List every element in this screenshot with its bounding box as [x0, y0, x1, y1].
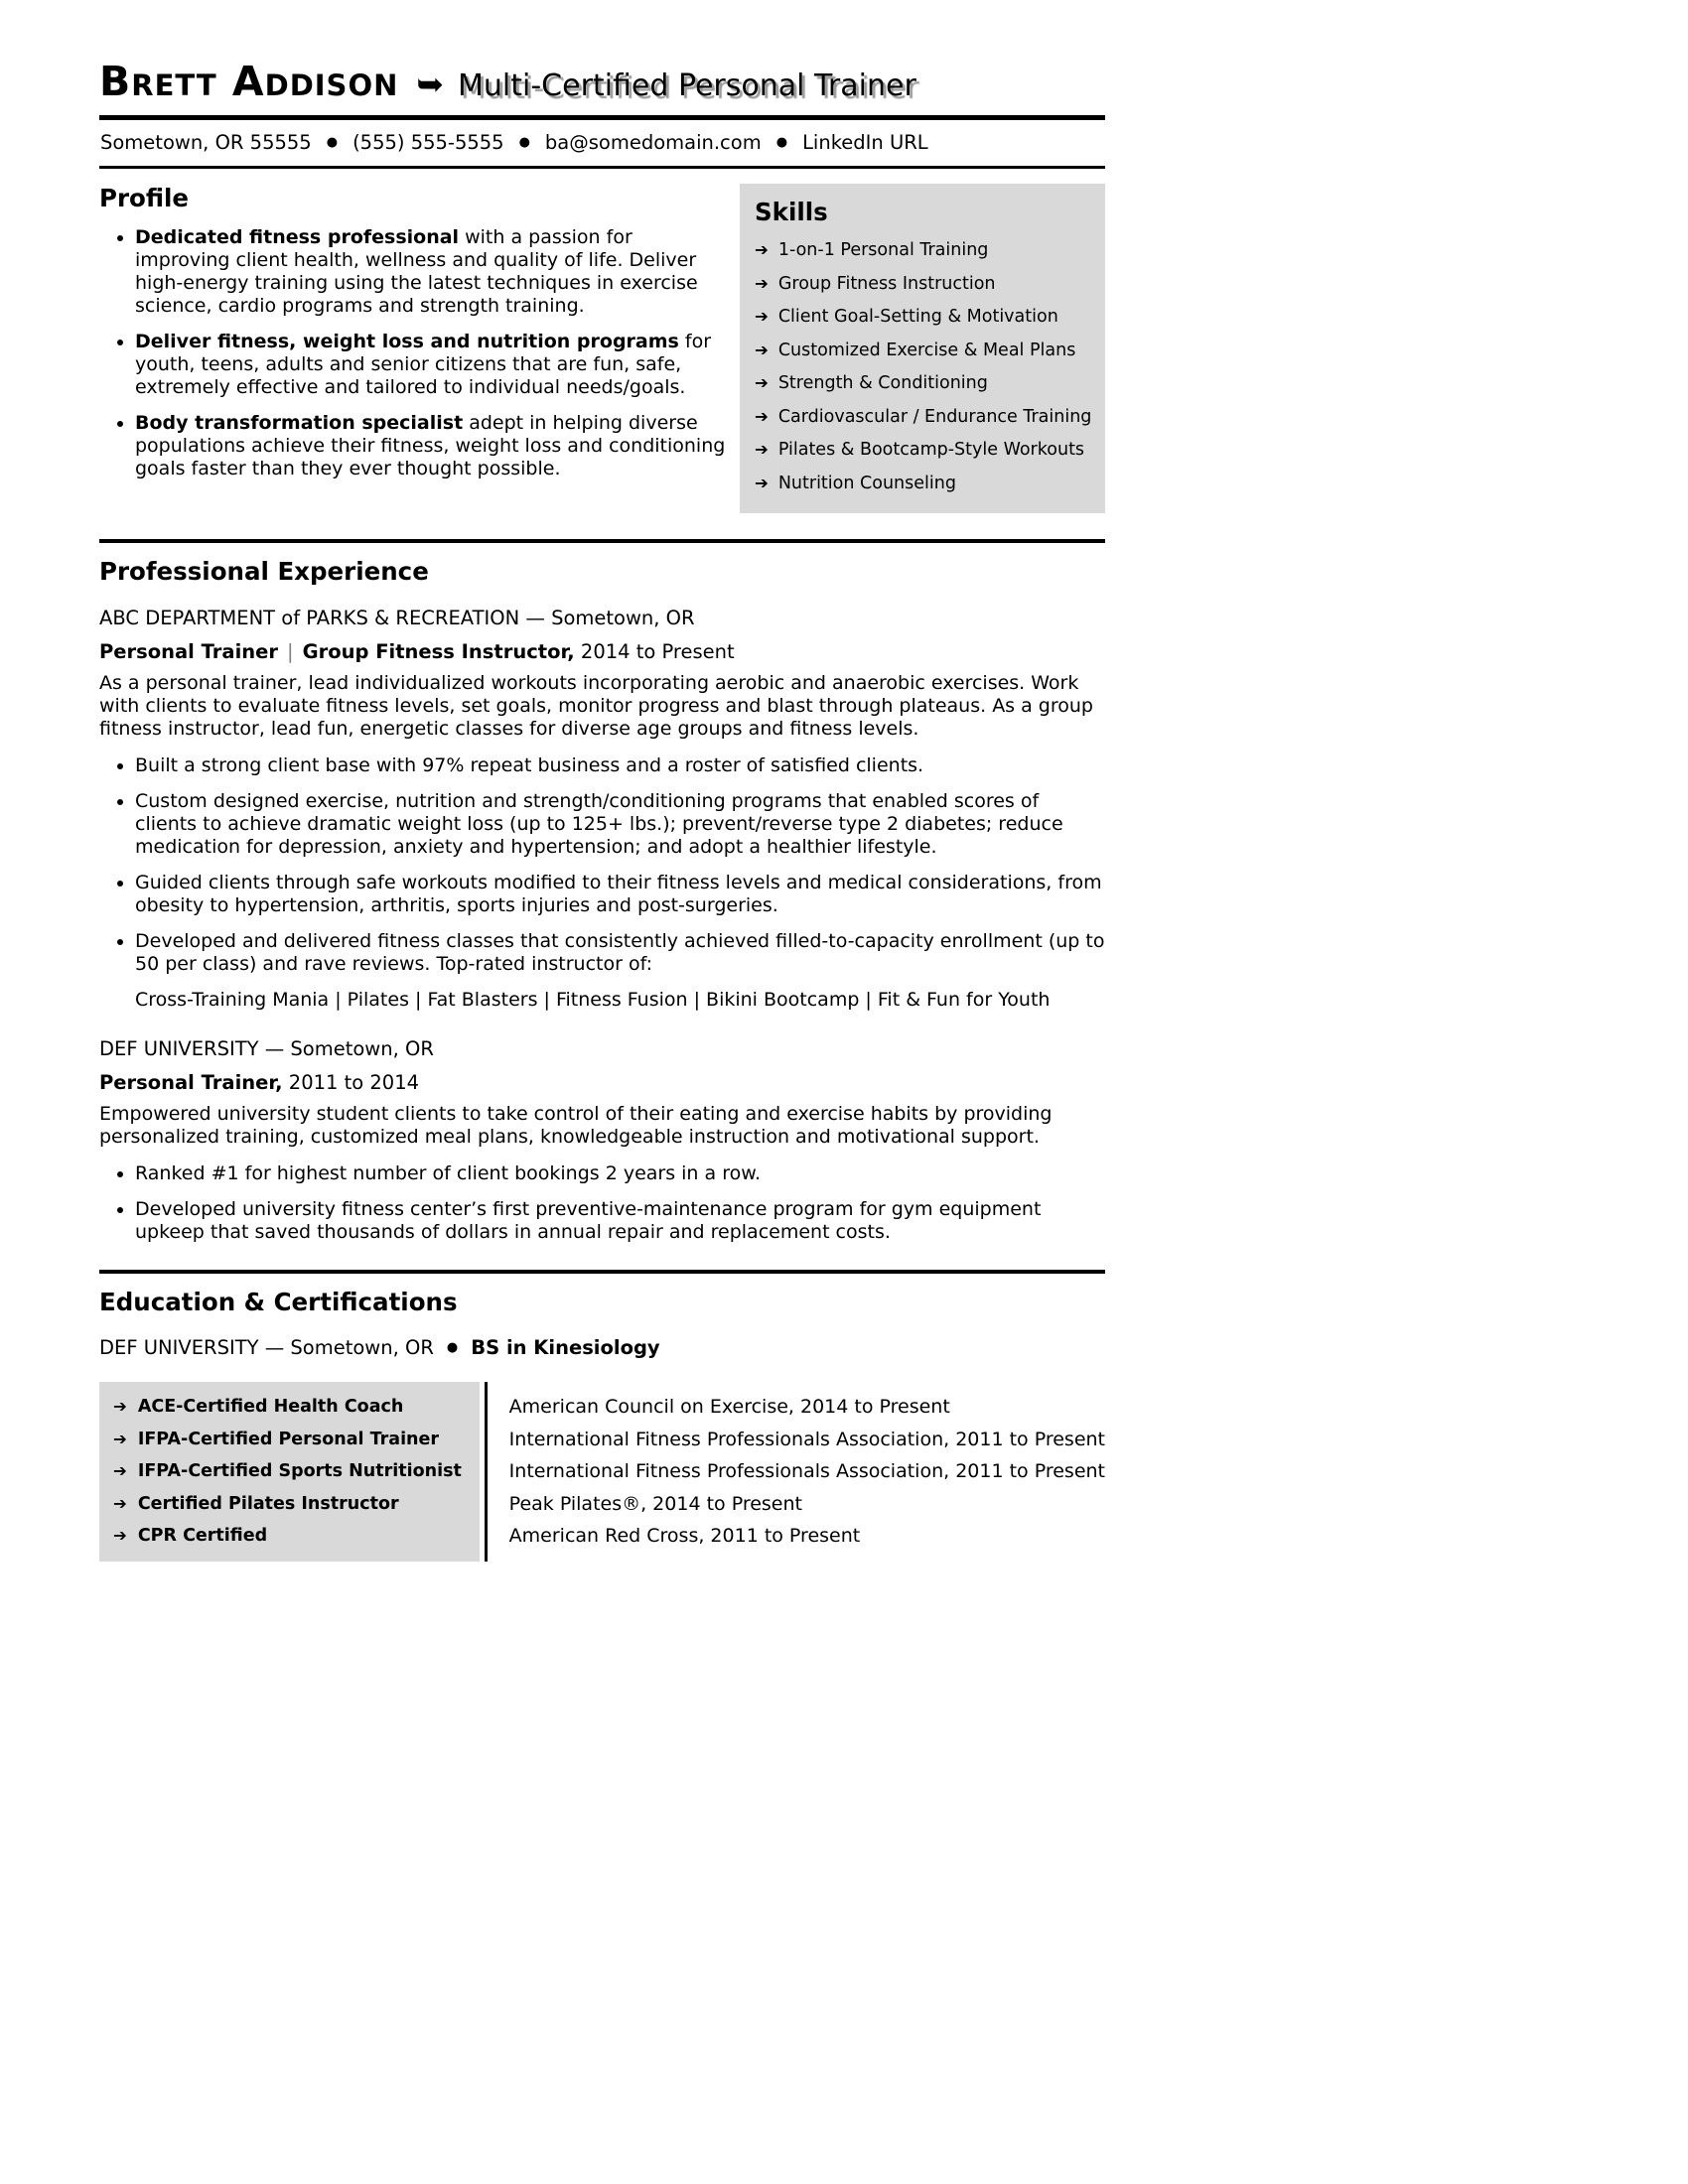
arrow-bullet-icon: ➔	[755, 440, 769, 459]
job-title: Personal Trainer	[99, 640, 278, 663]
name-line	[99, 58, 1105, 105]
profile-heading: Profile	[99, 184, 190, 212]
job-bullet: • Custom designed exercise, nutrition and strength/conditioning programs that enabled scores of clients to achieve dramatic weight loss (up to 125+ lbs.); prevent/reverse type 2 diabetes; reduce medication for depression, anxiety and hypertension; and adopt a healthier lifestyle.	[135, 790, 1105, 859]
skills-section	[740, 184, 1105, 513]
headline-title: Multi-Certified Personal Trainer	[458, 68, 916, 103]
pipe-separator: |	[287, 640, 294, 663]
certification-name: IFPA-Certified Personal Trainer	[137, 1429, 440, 1449]
job-title-line	[99, 640, 1105, 663]
arrow-bullet-icon: ➔	[755, 307, 769, 326]
job-bullet: • Ranked #1 for highest number of client bookings 2 years in a row.	[135, 1162, 1105, 1185]
arrow-bullet-icon: ➔	[113, 1493, 127, 1513]
arrow-bullet-icon: ➔	[755, 273, 769, 293]
bullet-separator-icon: ●	[518, 135, 530, 150]
certification-item	[113, 1429, 472, 1450]
arrow-bullet-icon: ➔	[113, 1397, 127, 1416]
certification-details	[488, 1382, 1105, 1562]
contact-line	[99, 120, 1105, 166]
job-summary: Empowered university student clients to take control of their eating and exercise habits by providing personalized training, customized meal plans, knowledgeable instruction and motivational support.	[99, 1103, 1053, 1148]
certification-detail: American Red Cross, 2011 to Present	[508, 1525, 861, 1547]
certifications-row	[99, 1382, 1105, 1562]
certification-item	[113, 1493, 472, 1515]
education-section	[99, 1288, 1105, 1562]
skill-label: Nutrition Counseling	[777, 473, 956, 493]
bullet-separator-icon: ●	[326, 135, 339, 150]
certification-item	[113, 1525, 472, 1547]
skill-item	[755, 306, 1097, 328]
skill-label: Cardiovascular / Endurance Training	[777, 406, 1092, 427]
job-bullet-list	[99, 1162, 1105, 1244]
job-dates: 2011 to 2014	[288, 1071, 420, 1094]
certification-list	[99, 1382, 480, 1562]
resume-content	[99, 0, 1105, 1562]
skill-label: Pilates & Bootcamp-Style Workouts	[777, 440, 1085, 460]
classes-line: Cross-Training Mania | Pilates | Fat Blasters | Fitness Fusion | Bikini Bootcamp | Fit & Fun for Youth	[135, 989, 1051, 1011]
experience-heading: Professional Experience	[99, 557, 429, 586]
employer-line: DEF UNIVERSITY — Sometown, OR	[99, 1037, 434, 1060]
skill-item	[755, 372, 1097, 394]
certification-detail: International Fitness Professionals Association, 2011 to Present	[508, 1428, 1105, 1450]
skill-item	[755, 439, 1097, 461]
profile-bullet-lead: Body transformation specialist	[135, 412, 464, 434]
degree: BS in Kinesiology	[471, 1336, 660, 1359]
arrow-bullet-icon: ➔	[755, 373, 769, 392]
experience-section	[99, 557, 1105, 1244]
certification-item	[113, 1396, 472, 1418]
skill-label: Customized Exercise & Meal Plans	[777, 340, 1076, 360]
section-divider	[99, 1270, 1105, 1274]
bullet-separator-icon: ●	[775, 135, 788, 150]
certification-detail: International Fitness Professionals Association, 2011 to Present	[508, 1460, 1105, 1482]
profile-bullet	[135, 412, 728, 480]
skill-label: Strength & Conditioning	[777, 373, 988, 393]
contact-linkedin: LinkedIn URL	[802, 131, 928, 154]
skill-label: Group Fitness Instruction	[777, 273, 996, 294]
bullet-separator-icon: ●	[446, 1340, 459, 1355]
certification-detail: American Council on Exercise, 2014 to Present	[508, 1396, 950, 1418]
skill-label: 1-on-1 Personal Training	[777, 240, 989, 260]
profile-bullet-text: with a passion for improving client health, wellness and quality of life. Deliver high-energy training using the latest techniques in exercise science, cardio programs and strength training.	[135, 226, 698, 317]
contact-email: ba@somedomain.com	[544, 131, 762, 154]
profile-bullet-text: for youth, teens, adults and senior citizens that are fun, safe, extremely effective and tailored to individual needs/goals.	[135, 331, 712, 398]
profile-bullet-lead: Deliver fitness, weight loss and nutrition programs	[135, 331, 679, 352]
curved-arrow-icon: ➥	[416, 65, 445, 103]
section-divider	[99, 539, 1105, 543]
profile-bullet	[135, 226, 728, 318]
skill-item	[755, 273, 1097, 295]
arrow-bullet-icon: ➔	[113, 1526, 127, 1545]
profile-section	[99, 184, 740, 493]
job-dates: 2014 to Present	[580, 640, 735, 663]
school-line	[99, 1336, 1105, 1359]
profile-skills-row	[99, 184, 1105, 513]
certification-name: Certified Pilates Instructor	[137, 1493, 399, 1514]
job-bullet: • Developed university fitness center’s first preventive-maintenance program for gym equipment upkeep that saved thousands of dollars in annual repair and replacement costs.	[135, 1198, 1105, 1244]
skill-item	[755, 473, 1097, 494]
job-title: Group Fitness Instructor,	[302, 640, 575, 663]
skill-label: Client Goal-Setting & Motivation	[777, 307, 1058, 327]
profile-bullet	[135, 331, 728, 399]
skill-item	[755, 239, 1097, 261]
job-summary: As a personal trainer, lead individualized workouts incorporating aerobic and anaerobic exercises. Work with clients to evaluate fitness levels, set goals, monitor progress and blast through plateaus. As a group fitness instructor, lead fun, energetic classes for diverse age groups and fitness levels.	[99, 672, 1093, 740]
skill-item	[755, 406, 1097, 428]
profile-bullet-text: adept in helping diverse populations achieve their fitness, weight loss and conditioning goals faster than they ever thought possible.	[135, 412, 726, 479]
certification-name: CPR Certified	[137, 1526, 268, 1546]
arrow-bullet-icon: ➔	[755, 406, 769, 426]
job-bullet: • Guided clients through safe workouts modified to their fitness levels and medical considerations, from obesity to hypertension, arthritis, sports injuries and post-surgeries.	[135, 872, 1105, 917]
profile-bullet-lead: Dedicated fitness professional	[135, 226, 460, 248]
arrow-bullet-icon: ➔	[755, 473, 769, 492]
arrow-bullet-icon: ➔	[755, 240, 769, 259]
job-title-line	[99, 1071, 1105, 1094]
arrow-bullet-icon: ➔	[113, 1461, 127, 1480]
certification-detail: Peak Pilates®, 2014 to Present	[508, 1492, 802, 1515]
header	[99, 58, 1105, 169]
certification-item	[113, 1460, 472, 1482]
employer-line: ABC DEPARTMENT of PARKS & RECREATION — Sometown, OR	[99, 607, 695, 629]
job-bullet-list	[99, 754, 1105, 976]
contact-location: Sometown, OR 55555	[100, 131, 312, 154]
job-bullet: • Built a strong client base with 97% repeat business and a roster of satisfied clients.	[135, 754, 1105, 777]
skills-heading: Skills	[755, 198, 828, 226]
skill-item	[755, 340, 1097, 361]
contact-phone: (555) 555-5555	[352, 131, 504, 154]
candidate-name: Brett Addison	[99, 58, 399, 105]
contact-divider	[99, 166, 1105, 169]
education-heading: Education & Certifications	[99, 1288, 458, 1316]
arrow-bullet-icon: ➔	[113, 1429, 127, 1448]
job-title: Personal Trainer,	[99, 1071, 283, 1094]
certification-name: ACE-Certified Health Coach	[137, 1397, 404, 1417]
arrow-bullet-icon: ➔	[755, 340, 769, 359]
certification-name: IFPA-Certified Sports Nutritionist	[137, 1461, 462, 1481]
job-bullet: • Developed and delivered fitness classes that consistently achieved filled-to-capacity enrollment (up to 50 per class) and rave reviews. Top-rated instructor of:	[135, 930, 1105, 976]
profile-list	[99, 226, 728, 480]
school-name: DEF UNIVERSITY — Sometown, OR	[99, 1336, 434, 1359]
